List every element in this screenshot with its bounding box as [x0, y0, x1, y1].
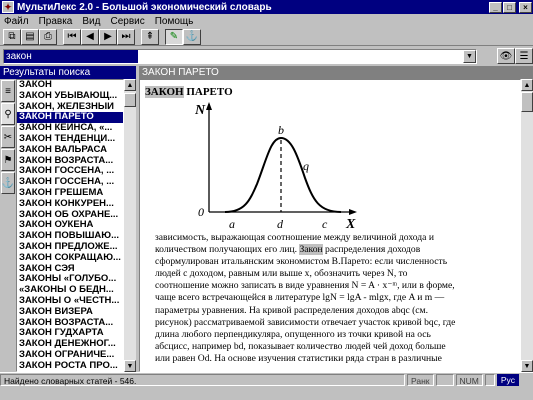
- chevron-down-icon[interactable]: ▼: [463, 50, 476, 63]
- article-line: [155, 341, 519, 353]
- result-item[interactable]: ЗАКОН ОУКЕНА: [19, 220, 94, 231]
- menu-view[interactable]: Вид: [82, 15, 101, 27]
- text-segment: длина любого перпендикуляра, опущенного из точки кривой на ось: [155, 328, 431, 340]
- text-segment: распределения доходов: [322, 244, 421, 256]
- article-scrollbar[interactable]: [521, 79, 533, 372]
- last-icon[interactable]: ⏭: [117, 29, 135, 45]
- print-icon[interactable]: ⎙: [39, 29, 57, 45]
- status-rank: Ранк: [407, 374, 434, 386]
- search-field[interactable]: [3, 49, 477, 64]
- window-title: МультиЛекс 2.0 - Большой экономический словарь: [17, 1, 272, 13]
- previous-icon[interactable]: ◀: [81, 29, 99, 45]
- scroll-down-icon[interactable]: ▼: [521, 360, 533, 372]
- result-item[interactable]: ЗАКОНЫ «ГОЛУБО...: [19, 274, 117, 285]
- search-results-panel: [0, 66, 136, 372]
- menu-edit[interactable]: Правка: [38, 15, 73, 27]
- menu-tools[interactable]: Сервис: [110, 15, 145, 27]
- text-segment: зависимость, выражающая соотношение между величиной дохода и: [155, 232, 434, 243]
- scroll-thumb[interactable]: [521, 92, 533, 112]
- scroll-up-icon[interactable]: ▲: [521, 79, 533, 91]
- result-item[interactable]: ЗАКОН ВОЗРАСТА...: [19, 155, 114, 166]
- search-input[interactable]: [4, 50, 138, 63]
- article-panel: [139, 66, 533, 372]
- result-item[interactable]: ЗАКОН ВИЗЕРА: [19, 306, 93, 317]
- status-num: NUM: [456, 374, 483, 386]
- result-item[interactable]: ЗАКОН ПАРЕТО: [17, 112, 123, 123]
- toolbar: [0, 28, 533, 46]
- text-segment: параметры уравнения. На кривой распределения доходов abqc (см.: [155, 304, 429, 316]
- article-line: [155, 317, 519, 329]
- scroll-thumb[interactable]: [124, 93, 136, 107]
- article-line: [155, 256, 519, 268]
- curve-label-q: q: [303, 159, 309, 173]
- app-icon[interactable]: ✦: [2, 1, 14, 13]
- pencil-icon[interactable]: ✎: [165, 29, 183, 45]
- point-b: b: [278, 123, 284, 137]
- tab-anchor[interactable]: ⚓: [1, 172, 15, 194]
- result-item[interactable]: ЗАКОН ТЕНДЕНЦИ...: [19, 133, 116, 144]
- x-axis-label: X: [346, 217, 356, 232]
- binoculars-icon[interactable]: 👁: [497, 48, 515, 64]
- point-d: d: [277, 217, 283, 231]
- bottom-strip: [0, 386, 533, 400]
- menu-bar: [0, 14, 533, 28]
- text-segment: рисунок) рассматриваемой зависимости отвечает участок кривой bqc, где: [155, 316, 456, 328]
- result-item[interactable]: ЗАКОН ПОВЫШАЮ...: [19, 231, 120, 242]
- article-line: [155, 268, 519, 280]
- text-segment: абсцисс, например bd, показывает количество людей чей доход больше: [155, 340, 446, 352]
- next-icon[interactable]: ▶: [99, 29, 117, 45]
- text-segment: количеством получающих его лиц.: [155, 244, 300, 256]
- tab-list[interactable]: ≡: [1, 80, 15, 102]
- result-item[interactable]: ЗАКОН: [19, 80, 52, 90]
- tab-tools[interactable]: ✂: [1, 126, 15, 148]
- result-item[interactable]: ЗАКОН ГОССЕНА, ...: [19, 177, 115, 188]
- result-item[interactable]: ЗАКОН ВАЛЬРАСА: [19, 144, 107, 155]
- article-title: [145, 86, 233, 98]
- menu-help[interactable]: Помощь: [154, 15, 194, 27]
- result-item[interactable]: ЗАКОН УБЫВАЮЩ...: [19, 90, 118, 101]
- result-item[interactable]: ЗАКОНЫ О «ЧЕСТН...: [19, 295, 120, 306]
- anchor-icon[interactable]: ⚓: [183, 29, 201, 45]
- close-button[interactable]: ×: [519, 2, 532, 13]
- result-item[interactable]: ЗАКОН ГОССЕНА, ...: [19, 166, 115, 177]
- first-icon[interactable]: ⏮: [63, 29, 81, 45]
- scroll-down-icon[interactable]: ▼: [124, 360, 136, 372]
- highlighted-term: Закон: [299, 244, 323, 256]
- minimize-button[interactable]: _: [489, 2, 502, 13]
- status-language[interactable]: Рус: [497, 374, 519, 386]
- result-item[interactable]: ЗАКОН ПРЕДЛОЖЕ...: [19, 241, 118, 252]
- results-scrollbar[interactable]: [124, 79, 136, 372]
- title-highlight: ЗАКОН: [145, 86, 184, 98]
- result-item[interactable]: ЗАКОН ОБ ОХРАНЕ...: [19, 209, 119, 220]
- result-item[interactable]: ЗАКОН ВОЗРАСТА...: [19, 317, 114, 328]
- pareto-graph: [195, 102, 375, 232]
- result-item[interactable]: «ЗАКОНЫ О БЕДН...: [19, 285, 114, 296]
- maximize-button[interactable]: □: [503, 2, 516, 13]
- result-item[interactable]: ЗАКОН КОНКУРЕН...: [19, 198, 114, 209]
- status-empty: [436, 374, 454, 386]
- article-line: [155, 305, 519, 317]
- text-segment: соотношение можно записать в виде уравнения N = A · x⁻ᵐ, или в форме,: [155, 280, 455, 292]
- result-item[interactable]: ЗАКОН ГРЕШЕМА: [19, 187, 104, 198]
- search-row: [0, 47, 533, 65]
- copy-icon[interactable]: ⧉: [3, 29, 21, 45]
- scroll-up-icon[interactable]: ▲: [124, 79, 136, 91]
- status-empty: [485, 374, 495, 386]
- article-line: [155, 232, 519, 244]
- tab-bookmarks[interactable]: ⚑: [1, 149, 15, 171]
- article-body: [139, 79, 521, 372]
- result-item[interactable]: ЗАКОН ГУДХАРТА: [19, 328, 104, 339]
- text-segment: сформулирован итальянским экономистом В.Парето: если численность: [155, 256, 448, 268]
- back-to-top-icon[interactable]: ⇞: [141, 29, 159, 45]
- side-tab-strip: [0, 79, 16, 372]
- result-item[interactable]: ЗАКОН СЭЯ: [19, 263, 75, 274]
- result-item[interactable]: ЗАКОН ДЕНЕЖНОГ...: [19, 339, 116, 350]
- result-item[interactable]: ЗАКОН КЕЙНСА, «...: [19, 123, 113, 134]
- article-line: [155, 292, 519, 304]
- article-header: ЗАКОН ПАРЕТО: [139, 66, 533, 79]
- y-axis-label: N: [195, 103, 206, 118]
- list-view-icon[interactable]: ☰: [515, 48, 533, 64]
- result-item[interactable]: ЗАКОН СОКРАЩАЮ...: [19, 252, 121, 263]
- result-item[interactable]: ЗАКОН ОГРАНИЧЕ...: [19, 349, 115, 360]
- status-text: Найдено словарных статей - 546.: [0, 374, 405, 386]
- text-segment: чаще всего встречающейся в литературе lgN = lgA - mlgx, где A и m —: [155, 292, 445, 304]
- article-line: [155, 353, 519, 365]
- article-line: [155, 280, 519, 292]
- point-c: c: [322, 217, 328, 231]
- paste-icon[interactable]: ▤: [21, 29, 39, 45]
- menu-file[interactable]: Файл: [4, 15, 29, 27]
- article-line: [155, 244, 519, 256]
- title-rest: ПАРЕТО: [186, 86, 233, 98]
- status-bar: [0, 372, 533, 386]
- text-segment: или равен Od. На основе изучения статистики ряда стран в различные: [155, 352, 442, 364]
- result-item[interactable]: ЗАКОН РОСТА ПРО...: [19, 360, 118, 371]
- search-results-header: Результаты поиска: [0, 66, 136, 79]
- result-item[interactable]: ЗАКОН, ЖЕЛЕЗНЫЙ: [19, 101, 115, 112]
- text-segment: людей с доходом, равным или выше x, обозначить через N, то: [155, 268, 408, 280]
- article-line: [155, 329, 519, 341]
- title-bar: [0, 0, 533, 14]
- tab-search[interactable]: ⚲: [1, 103, 15, 125]
- results-list: [16, 79, 124, 372]
- origin-label: 0: [198, 205, 204, 219]
- article-text: [155, 232, 519, 365]
- point-a: a: [229, 217, 235, 231]
